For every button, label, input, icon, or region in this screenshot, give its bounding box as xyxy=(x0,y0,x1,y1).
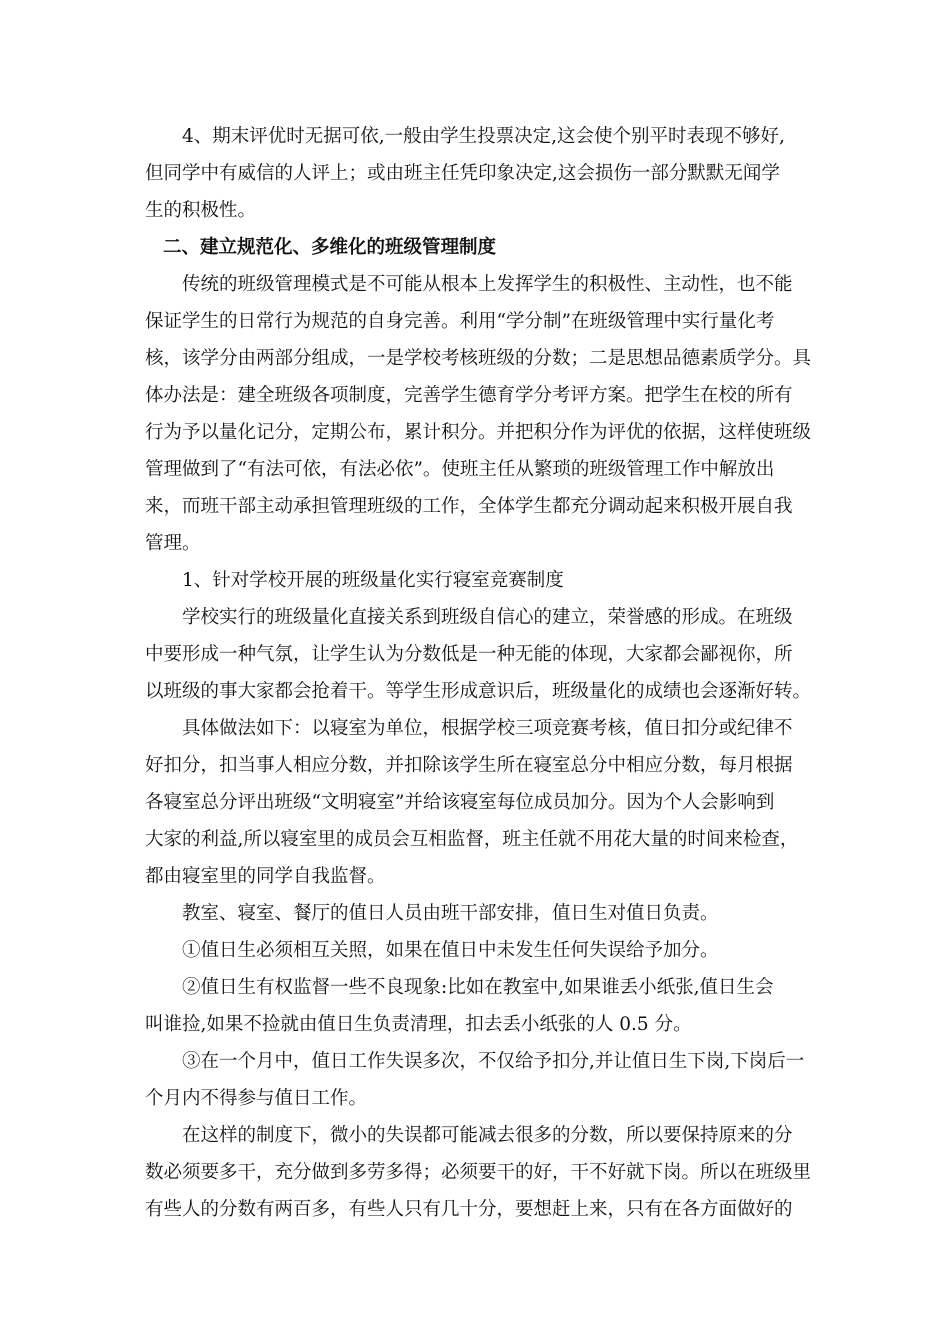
text-line: 核，该学分由两部分组成，一是学校考核班级的分数；二是思想品德素质学分。具 xyxy=(145,348,812,369)
text-line: 传统的班级管理模式是不可能从根本上发挥学生的积极性、主动性，也不能 xyxy=(182,274,793,295)
subheading-text: 1、针对学校开展的班级量化实行寝室竞赛制度 xyxy=(182,570,564,591)
text-line: ①值日生必须相互关照，如果在值日中未发生任何失误给予加分。 xyxy=(182,940,719,961)
list-item-2 xyxy=(145,969,815,1043)
text-line: 教室、寝室、餐厅的值日人员由班干部安排，值日生对值日负责。 xyxy=(182,903,719,924)
list-item-1 xyxy=(145,932,815,969)
text-line: 管理做到了“有法可依，有法必依”。使班主任从繁琐的班级管理工作中解放出 xyxy=(145,459,775,480)
paragraph-4-no-basis xyxy=(145,118,815,229)
text-line: 体办法是：建全班级各项制度，完善学生德育学分考评方案。把学生在校的所有 xyxy=(145,385,793,406)
text-line: 各寝室总分评出班级“文明寝室”并给该寝室每位成员加分。因为个人会影响到 xyxy=(145,792,775,813)
text-line: ③在一个月中，值日工作失误多次，不仅给予扣分,并让值日生下岗,下岗后一 xyxy=(182,1051,805,1072)
paragraph-traditional-mode xyxy=(145,266,815,562)
text-line: 来，而班干部主动承担管理班级的工作，全体学生都充分调动起来积极开展自我 xyxy=(145,496,793,517)
text-line: 保证学生的日常行为规范的自身完善。利用“学分制”在班级管理中实行量化考 xyxy=(145,311,775,332)
text-line: 中要形成一种气氛，让学生认为分数低是一种无能的体现，大家都会鄙视你，所 xyxy=(145,644,793,665)
section-heading-text: 二、建立规范化、多维化的班级管理制度 xyxy=(163,237,497,258)
text-line: 大家的利益,所以寝室里的成员会互相监督，班主任就不用花大量的时间来检查， xyxy=(145,829,799,850)
document-body xyxy=(145,118,815,1228)
text-line: 学校实行的班级量化直接关系到班级自信心的建立，荣誉感的形成。在班级 xyxy=(182,607,793,628)
text-line: 叫谁捡,如果不捡就由值日生负责清理，扣去丢小纸张的人 0.5 分。 xyxy=(145,1014,692,1035)
text-line: 生的积极性。 xyxy=(145,200,257,221)
text-line: 4、期末评优时无据可依,一般由学生投票决定,这会使个别平时表现不够好, xyxy=(182,126,785,147)
paragraph-duty-staff xyxy=(145,895,815,932)
subheading-dorm-competition xyxy=(145,562,815,599)
list-item-3 xyxy=(145,1043,815,1117)
paragraph-specific-method xyxy=(145,710,815,895)
paragraph-class-quantification xyxy=(145,599,815,710)
text-line: 有些人的分数有两百多，有些人只有几十分，要想赶上来，只有在各方面做好的 xyxy=(145,1199,793,1220)
text-line: 具体做法如下：以寝室为单位，根据学校三项竞赛考核，值日扣分或纪律不 xyxy=(182,718,793,739)
text-line: 行为予以量化记分，定期公布，累计积分。并把积分作为评优的依据，这样使班级 xyxy=(145,422,812,443)
text-line: ②值日生有权监督一些不良现象:比如在教室中,如果谁丢小纸张,值日生会 xyxy=(182,977,774,998)
text-line: 以班级的事大家都会抢着干。等学生形成意识后，班级量化的成绩也会逐渐好转。 xyxy=(145,681,812,702)
text-line: 都由寝室里的同学自我监督。 xyxy=(145,866,386,887)
text-line: 数必须要多干，充分做到多劳多得；必须要干的好，干不好就下岗。所以在班级里 xyxy=(145,1162,812,1183)
text-line: 但同学中有威信的人评上；或由班主任凭印象决定,这会损伤一部分默默无闻学 xyxy=(145,163,780,184)
text-line: 好扣分，扣当事人相应分数，并扣除该学生所在寝室总分中相应分数，每月根据 xyxy=(145,755,793,776)
paragraph-under-this-system xyxy=(145,1117,815,1228)
text-line: 管理。 xyxy=(145,533,201,554)
text-line: 在这样的制度下，微小的失误都可能减去很多的分数，所以要保持原来的分 xyxy=(182,1125,793,1146)
text-line: 个月内不得参与值日工作。 xyxy=(145,1088,368,1109)
section-heading xyxy=(145,229,815,266)
